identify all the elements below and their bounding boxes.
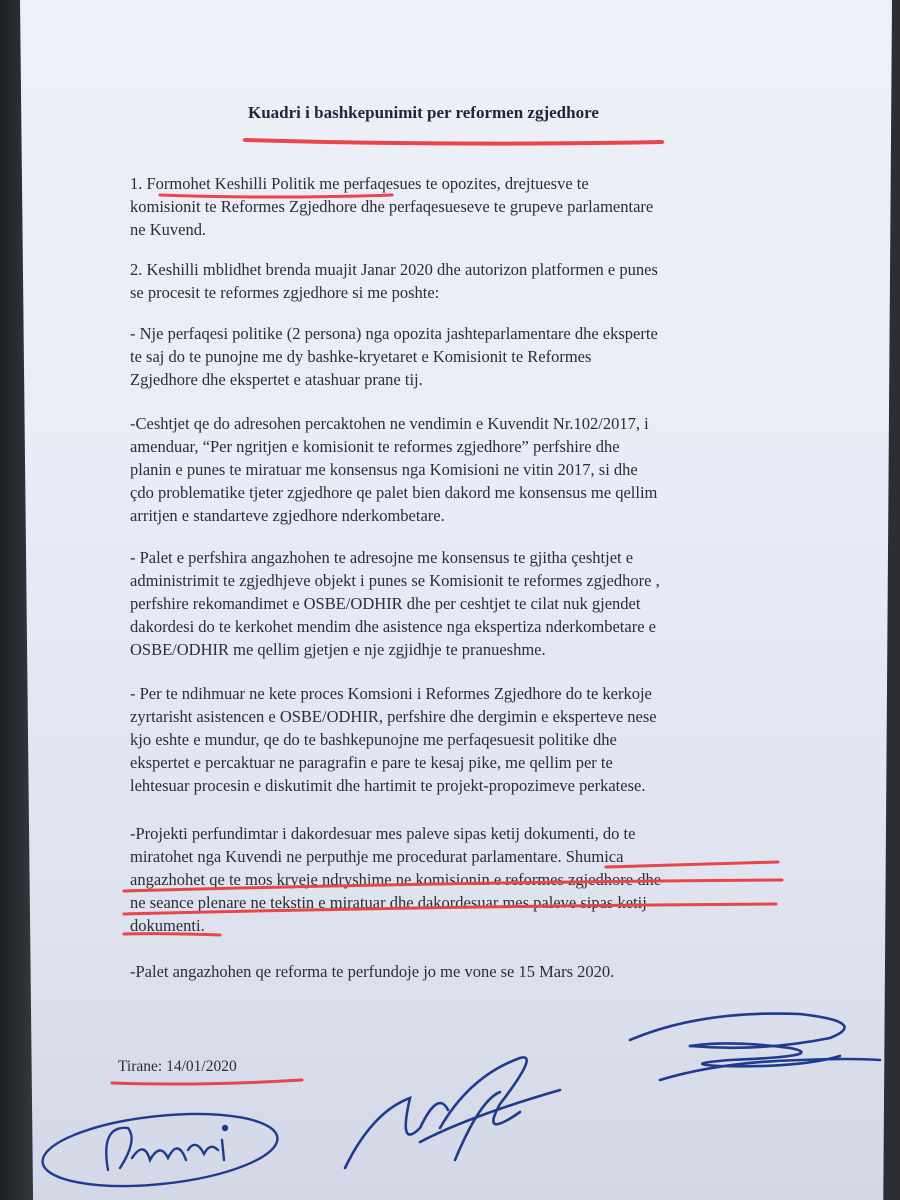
text-line: amenduar, “Per ngritjen e komisionit te reformes zgjedhore” perfshire dhe [130, 437, 620, 456]
paragraph-5 [130, 546, 770, 661]
text-line: miratohet nga Kuvendi ne perputhje me procedurat parlamentare. Shumica [130, 847, 624, 866]
text-line: zyrtarisht asistencen e OSBE/ODHIR, perfshire dhe dergimin e eksperteve nese [130, 707, 657, 726]
text-line: - Per te ndihmuar ne kete proces Komsioni i Reformes Zgjedhore do te kerkoje [130, 684, 652, 703]
text-line: - Nje perfaqesi politike (2 persona) nga opozita jashteparlamentare dhe eksperte [130, 324, 658, 343]
text-line: ne Kuvend. [130, 220, 207, 239]
text-line: komisionit te Reformes Zgjedhore dhe perfaqesueseve te grupeve parlamentare [130, 197, 654, 216]
text-line: lehtesuar procesin e diskutimit dhe hartimit te projekt-propozimeve perkatese. [130, 776, 646, 795]
text-line: -Palet angazhohen qe reforma te perfundoje jo me vone se 15 Mars 2020. [130, 962, 615, 981]
text-line: arritjen e standarteve zgjedhore nderkombetare. [130, 506, 445, 525]
text-line: çdo problematike tjeter zgjedhore qe palet bien dakord me konsensus me qellim [130, 483, 658, 502]
text-line: angazhohet qe te mos kryeje ndryshime ne komisionin e reformes zgjedhore dhe [130, 870, 662, 889]
text-line: te saj do te punojne me dy bashke-kryetaret e Komisionit te Reformes [130, 347, 592, 366]
text-line: - Palet e perfshira angazhohen te adresojne me konsensus te gjitha çeshtjet e [130, 548, 634, 567]
paragraph-4 [130, 412, 770, 527]
paragraph-3 [130, 322, 770, 391]
text-line: perfshire rekomandimet e OSBE/ODHIR dhe per ceshtjet te cilat nuk gjendet [130, 594, 641, 613]
text-line: dakordesi do te kerkohet mendim dhe asistence nga ekspertiza nderkombetare e [130, 617, 656, 636]
paragraph-7 [130, 822, 770, 937]
text-line: Zgjedhore dhe ekspertet e atashuar prane tij. [130, 370, 423, 389]
paragraph-8 [130, 960, 770, 983]
text-line: -Ceshtjet qe do adresohen percaktohen ne vendimin e Kuvendit Nr.102/2017, i [130, 414, 649, 433]
text-line: OSBE/ODHIR me qellim gjetjen e nje zgjidhje te pranueshme. [130, 640, 546, 659]
text-line: se procesit te reformes zgjedhore si me poshte: [130, 283, 440, 302]
text-line: administrimit te zgjedhjeve objekt i punes se Komisionit te reformes zgjedhore , [130, 571, 660, 590]
text-line: 1. Formohet Keshilli Politik me perfaqesues te opozites, drejtuesve te [130, 174, 589, 193]
text-line: ne seance plenare ne tekstin e miratuar dhe dakordesuar mes paleve sipas ketij [130, 893, 647, 912]
text-line: planin e punes te miratuar me konsensus nga Komisioni ne vitin 2017, si dhe [130, 460, 638, 479]
text-line: kjo eshte e mundur, qe do te bashkepunojne me perfaqesuesit politike dhe [130, 730, 617, 749]
text-line: 2. Keshilli mblidhet brenda muajit Janar 2020 dhe autorizon platformen e punes [130, 260, 658, 279]
text-line: -Projekti perfundimtar i dakordesuar mes paleve sipas ketij dokumenti, do te [130, 824, 636, 843]
place-date: Tirane: 14/01/2020 [118, 1058, 237, 1075]
text-line: dokumenti. [130, 916, 205, 935]
text-line: ekspertet e percaktuar ne paragrafin e pare te kesaj pike, me qellim per te [130, 753, 613, 772]
document-title: Kuadri i bashkepunimit per reformen zgjedhore [248, 103, 599, 122]
paragraph-6 [130, 682, 770, 797]
paragraph-1 [130, 172, 770, 241]
paragraph-2 [130, 258, 770, 304]
